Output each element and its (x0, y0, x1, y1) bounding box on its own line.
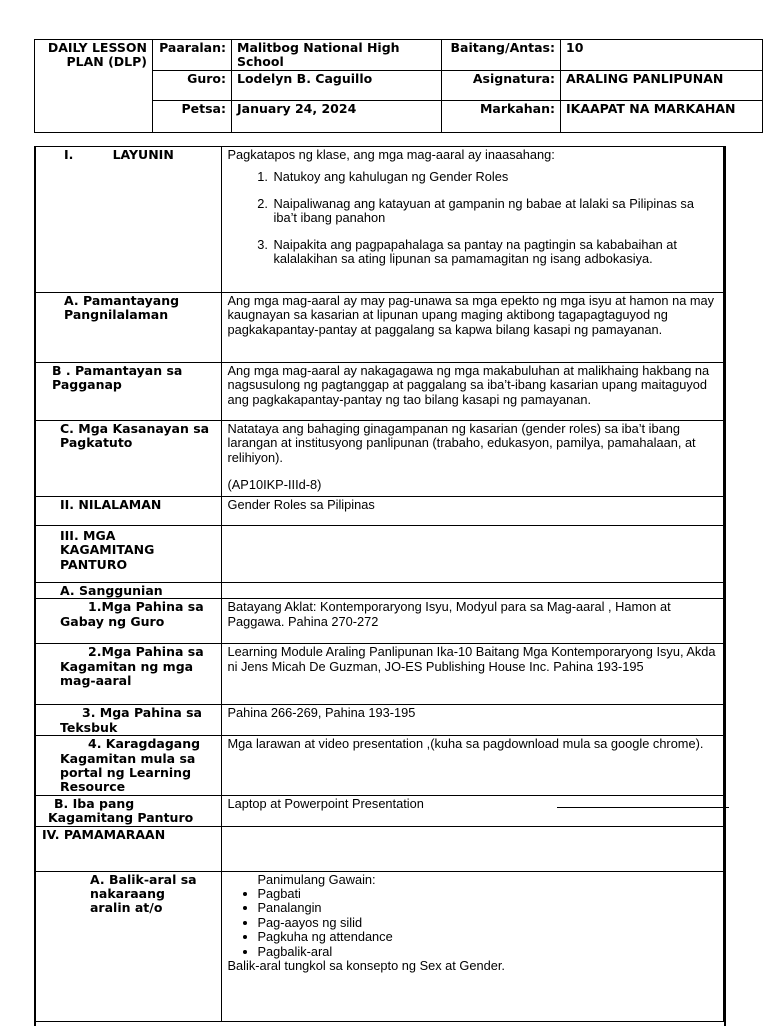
kasanayan-label: C. Mga Kasanayan sa Pagkatuto (35, 421, 221, 497)
sanggunian-empty (221, 583, 723, 599)
balik-aral-intro: Panimulang Gawain: (257, 871, 376, 887)
list-item: • Pagbalik-aral (258, 945, 717, 959)
list-item: 1. Natukoy ang kahulugan ng Gender Roles (272, 170, 717, 184)
teacher-label: Guro: (153, 71, 232, 101)
kagamitan-mag-aaral-label: 2.Mga Pahina sa Kagamitan ng mga mag-aaral (35, 644, 221, 705)
list-item: • Pagbati (258, 887, 717, 901)
list-item: • Pag-aayos ng silid (258, 916, 717, 930)
list-item: 3. Naipakita ang pagpapahalaga sa pantay na pagtingin sa kababaihan at kalalakihan sa ating lipunan sa pamamagitan ng isang adbokasiya. (272, 238, 717, 267)
balik-aral-end: Balik-aral tungkol sa konsepto ng Sex at Gender. (227, 958, 505, 974)
school-value: Malitbog National High School (232, 40, 442, 71)
gabay-label: 1.Mga Pahina sa Gabay ng Guro (35, 599, 221, 644)
nilalaman-label: II. NILALAMAN (35, 497, 221, 526)
pamantayang-label: A. Pamantayang Pangnilalaman (35, 293, 221, 363)
layunin-cell (221, 147, 723, 293)
kasanayan-cell (221, 421, 723, 497)
iba-pang-text: Laptop at Powerpoint Presentation (221, 795, 723, 826)
school-label: Paaralan: (153, 40, 232, 71)
karagdagang-text: Mga larawan at video presentation ,(kuha sa pagdownload mula sa google chrome). (221, 736, 723, 796)
list-item: • Pagkuha ng attendance (258, 930, 717, 944)
pagganap-label: B . Pamantayan sa Pagganap (35, 363, 221, 421)
teacher-value: Lodelyn B. Caguillo (232, 71, 442, 101)
karagdagang-label: 4. Karagdagang Kagamitan mula sa portal ng Learning Resource (35, 736, 221, 796)
layunin-label: I. LAYUNIN (35, 147, 221, 293)
layunin-intro: Pagkatapos ng klase, ang mga mag-aaral ay inaasahang: (227, 147, 555, 162)
stray-rule-line (557, 807, 729, 808)
kasanayan-code: (AP10IKP-IIId-8) (227, 477, 322, 493)
pamantayang-text: Ang mga mag-aaral ay may pag-unawa sa mga epekto ng mga isyu at hamon na may kaugnayan sa kasarian at lipunan upang maging aktibong tagapagtaguyod ng pagkakapantay-pantay at paggalang sa kapwa bilang kasapi ng pamayanan. (221, 293, 723, 363)
balik-aral-label: A. Balik-aral sa nakaraang aralin at/o (35, 871, 221, 1021)
grade-label: Baitang/Antas: (442, 40, 561, 71)
layunin-list (228, 170, 717, 266)
list-item: 2. Naipaliwanag ang katayuan at gampanin ng babae at lalaki sa Pilipinas sa iba’t ibang panahon (272, 197, 717, 226)
subject-value: ARALING PANLIPUNAN (561, 71, 763, 101)
subject-label: Asignatura: (442, 71, 561, 101)
kagamitan-mag-aaral-text: Learning Module Araling Panlipunan Ika-10 Baitang Mga Kontemporaryong Isyu, Akda ni Jens Micah De Guzman, JO-ES Publishing House Inc. Pahina 193-195 (221, 644, 723, 705)
teksbuk-text: Pahina 266-269, Pahina 193-195 (221, 705, 723, 736)
date-value: January 24, 2024 (232, 101, 442, 133)
balik-aral-list (228, 887, 717, 959)
header-table (34, 39, 763, 133)
pagganap-text: Ang mga mag-aaral ay nakagagawa ng mga makabuluhan at malikhaing hakbang na nagsusulong ng pagtanggap at paggalang sa iba’t-ibang kasarian upang maitaguyod ang pagkakapantay-pantay ng tao bilang kasapi ng pamayanan. (221, 363, 723, 421)
pamamaraan-label: IV. PAMAMARAAN (35, 826, 221, 871)
pamamaraan-empty (221, 826, 723, 871)
teksbuk-label: 3. Mga Pahina sa Teksbuk (35, 705, 221, 736)
date-label: Petsa: (153, 101, 232, 133)
iba-pang-label: B. Iba pang Kagamitang Panturo (35, 795, 221, 826)
kasanayan-text: Natataya ang bahaging ginagampanan ng kasarian (gender roles) sa iba’t ibang larangan at institusyong panlipunan (trabaho, edukasyon, pamilya, pamahalaan, at relihiyon). (227, 421, 696, 465)
balik-aral-cell (221, 871, 723, 1021)
list-item: • Panalangin (258, 901, 717, 915)
kagamitan-empty (221, 526, 723, 583)
quarter-value: IKAAPAT NA MARKAHAN (561, 101, 763, 133)
sanggunian-label: A. Sanggunian (35, 583, 221, 599)
gabay-text: Batayang Aklat: Kontemporaryong Isyu, Modyul para sa Mag-aaral , Hamon at Paggawa. Pahina 270-272 (221, 599, 723, 644)
lesson-table (34, 146, 724, 1022)
nilalaman-text: Gender Roles sa Pilipinas (221, 497, 723, 526)
grade-value: 10 (561, 40, 763, 71)
kagamitan-label: III. MGA KAGAMITANG PANTURO (35, 526, 221, 583)
dlp-title: DAILY LESSON PLAN (DLP) (35, 40, 153, 133)
quarter-label: Markahan: (442, 101, 561, 133)
